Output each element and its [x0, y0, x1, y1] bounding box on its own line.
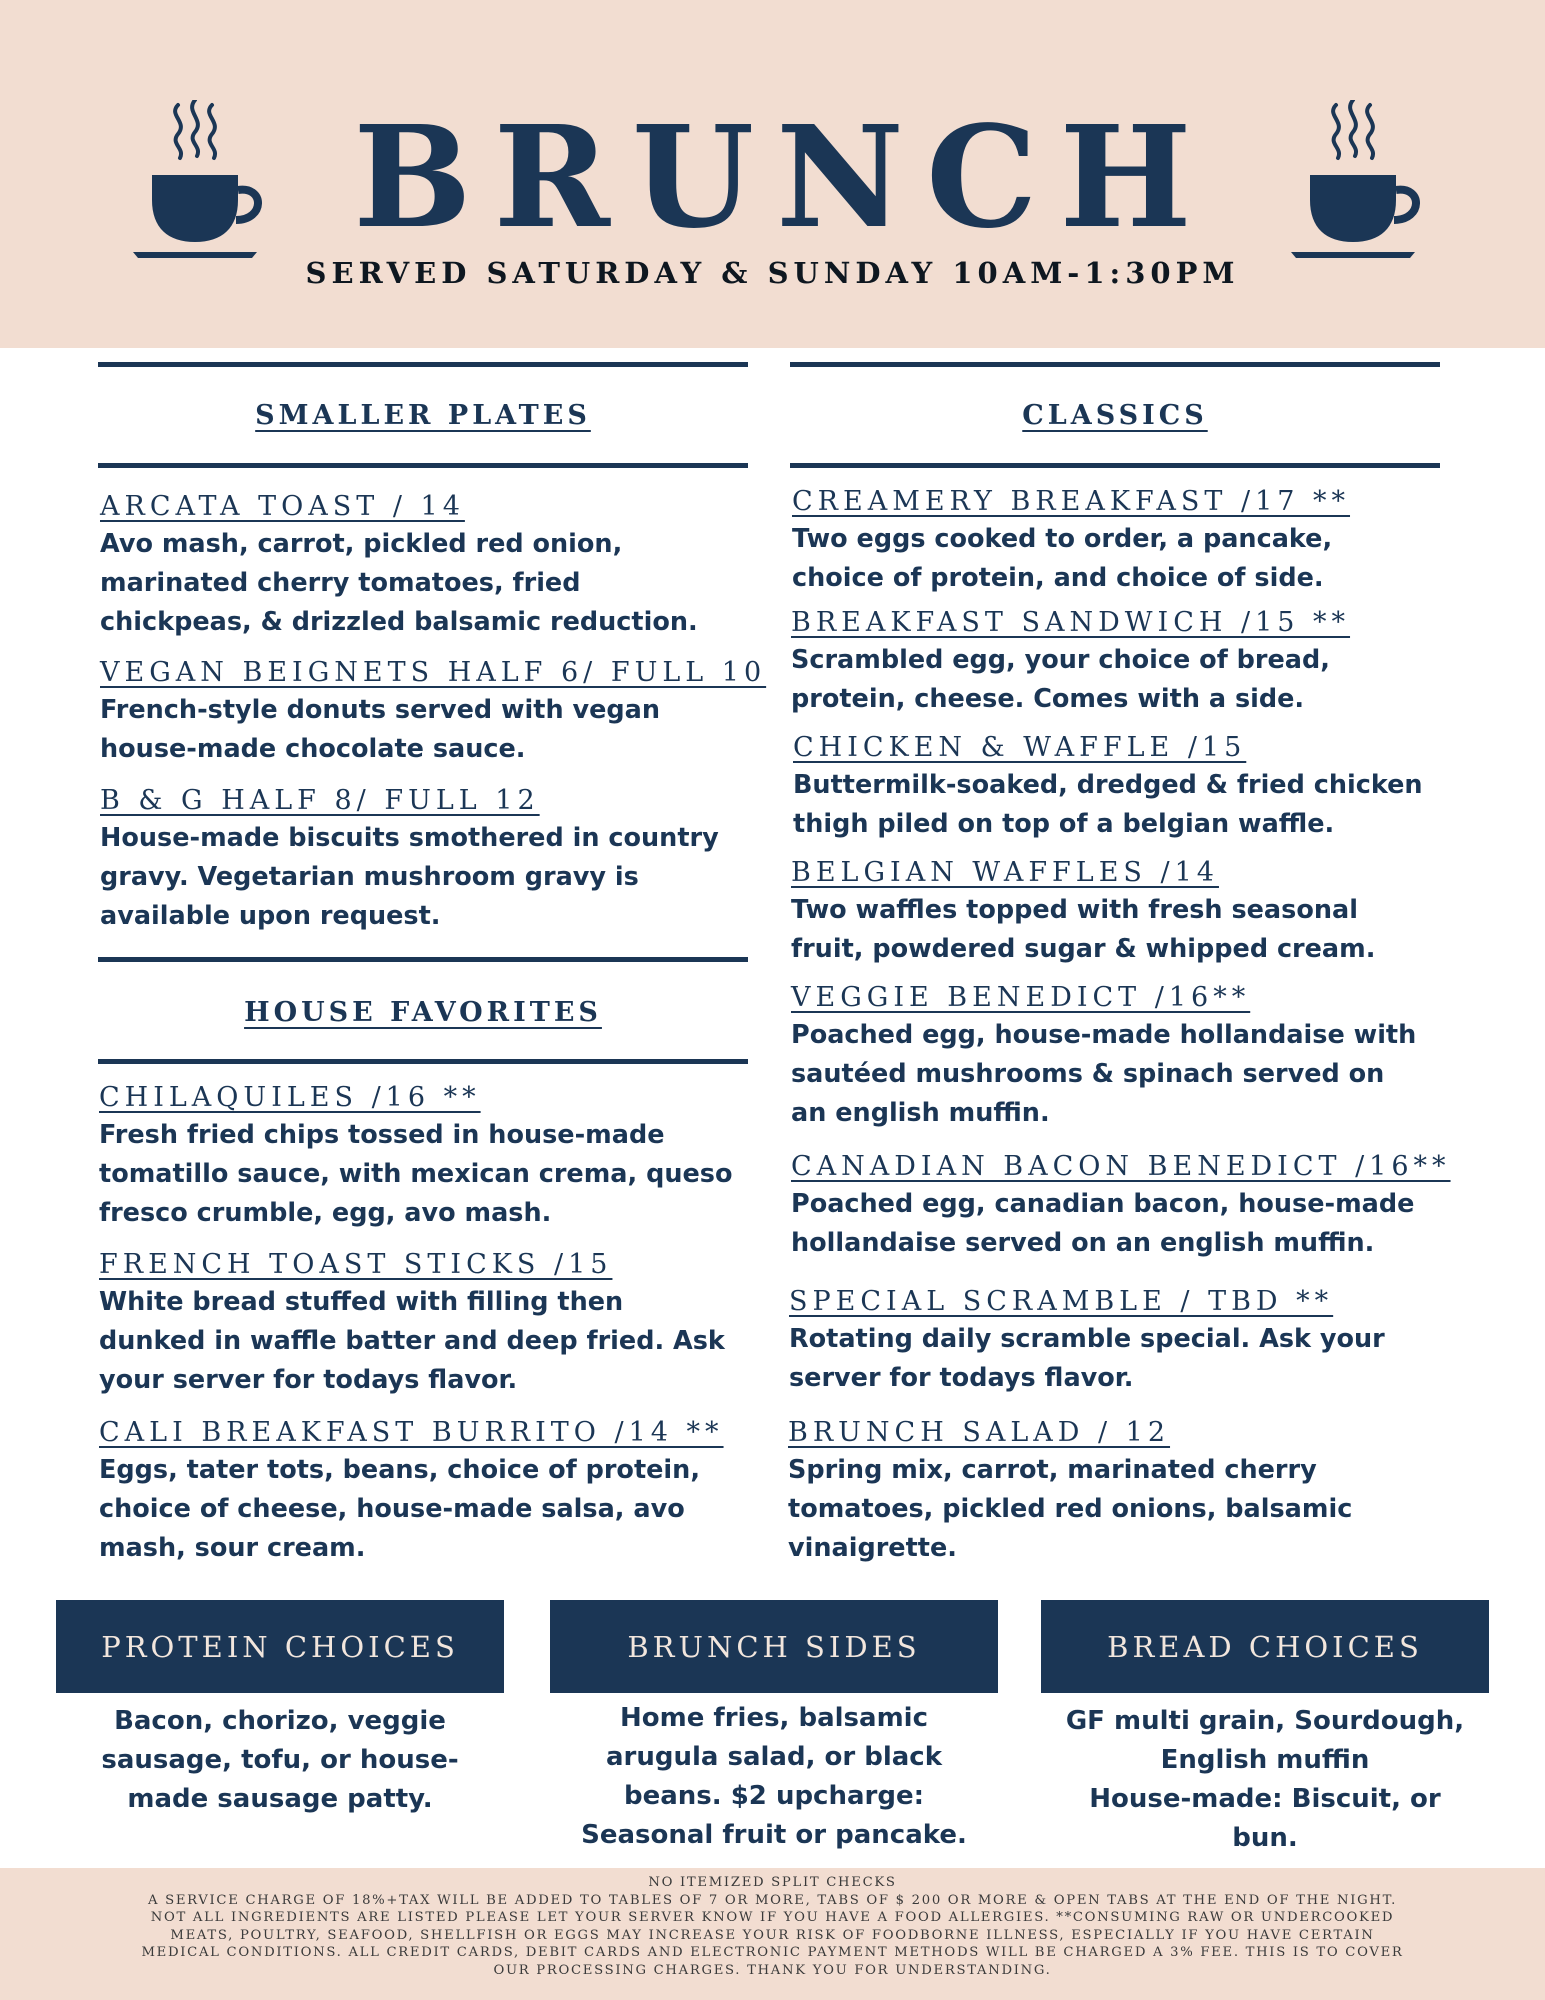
footer-line: NO ITEMIZED SPLIT CHECKS — [648, 1875, 897, 1890]
item-description: Two waffles topped with fresh seasonal fruit, powdered sugar & whipped cream. — [791, 895, 1376, 964]
divider — [98, 362, 748, 367]
menu-item — [99, 1080, 732, 1233]
item-description: Poached egg, house-made hollandaise with sautéed mushrooms & spinach served on an english muffin. — [791, 1020, 1417, 1128]
divider — [98, 957, 748, 962]
item-name: VEGAN BEIGNETS HALF 6/ FULL 10 — [100, 657, 767, 688]
item-description: French-style donuts served with vegan house-made chocolate sauce. — [100, 695, 661, 764]
menu-item — [788, 1415, 1352, 1568]
page-subtitle: SERVED SATURDAY & SUNDAY 10AM-1:30PM — [305, 256, 1240, 290]
bread-choices-text: GF multi grain, Sourdough, English muffin House-made: Biscuit, or bun. — [1065, 1706, 1465, 1853]
brunch-sides-text: Home fries, balsamic arugula salad, or black beans. $2 upcharge: Seasonal fruit or pancake. — [581, 1703, 967, 1850]
header-banner — [0, 0, 1545, 348]
section-title-classics: CLASSICS — [1022, 400, 1208, 431]
item-name: B & G HALF 8/ FULL 12 — [100, 785, 540, 816]
item-name: CREAMERY BREAKFAST /17 ** — [792, 486, 1351, 517]
divider — [790, 463, 1440, 468]
item-description: Spring mix, carrot, marinated cherry tomatoes, pickled red onions, balsamic vinaigrette. — [788, 1455, 1353, 1563]
menu-item — [791, 855, 1375, 969]
item-name: SPECIAL SCRAMBLE / TBD ** — [789, 1286, 1334, 1317]
item-description: Rotating daily scramble special. Ask your server for todays flavor. — [789, 1324, 1385, 1393]
item-name: CHICKEN & WAFFLE /15 — [793, 732, 1247, 763]
menu-item — [791, 605, 1350, 719]
menu-item — [791, 1149, 1451, 1263]
menu-item — [789, 1284, 1385, 1398]
item-description: Scrambled egg, your choice of bread, protein, cheese. Comes with a side. — [791, 645, 1330, 714]
coffee-cup-icon — [1288, 100, 1423, 260]
item-description: Eggs, tater tots, beans, choice of protein, choice of cheese, house-made salsa, avo mash, sour cream. — [99, 1455, 701, 1563]
protein-choices-header: PROTEIN CHOICES — [56, 1600, 504, 1693]
section-title-house-favorites: HOUSE FAVORITES — [244, 997, 602, 1028]
item-description: Buttermilk-soaked, dredged & fried chicken thigh piled on top of a belgian waffle. — [793, 770, 1423, 839]
item-description: White bread stuffed with filling then dunked in waffle batter and deep fried. Ask your server for todays flavor. — [99, 1287, 725, 1395]
menu-item — [100, 783, 719, 936]
item-name: BREAKFAST SANDWICH /15 ** — [791, 607, 1351, 638]
menu-item — [100, 489, 698, 642]
divider — [98, 1059, 748, 1064]
item-name: BRUNCH SALAD / 12 — [788, 1417, 1171, 1448]
menu-item — [793, 730, 1423, 844]
footer-line: NOT ALL INGREDIENTS ARE LISTED PLEASE LET YOUR SERVER KNOW IF YOU HAVE A FOOD ALLERGIES. **CONSUMING RAW OR UNDERCOOKED — [150, 1910, 1395, 1925]
divider — [790, 362, 1440, 367]
footer-line: MEATS, POULTRY, SEAFOOD, SHELLFISH OR EGGS MAY INCREASE YOUR RISK OF FOODBORNE ILLNESS, ESPECIALLY IF YOU HAVE CERTAIN — [170, 1927, 1375, 1943]
section-title-smaller-plates: SMALLER PLATES — [255, 400, 591, 431]
item-name: CANADIAN BACON BENEDICT /16** — [791, 1151, 1451, 1182]
page-title: BRUNCH — [353, 96, 1214, 260]
divider — [98, 463, 748, 468]
footer-line: MEDICAL CONDITIONS. ALL CREDIT CARDS, DEBIT CARDS AND ELECTRONIC PAYMENT METHODS WILL BE CHARGED A 3% FEE. THIS IS TO COVER — [141, 1945, 1404, 1960]
item-name: CALI BREAKFAST BURRITO /14 ** — [99, 1417, 724, 1448]
item-description: House-made biscuits smothered in country gravy. Vegetarian mushroom gravy is available upon request. — [100, 823, 719, 931]
menu-item — [792, 484, 1350, 598]
brunch-sides-header: BRUNCH SIDES — [550, 1600, 998, 1693]
menu-item — [100, 655, 766, 769]
footer-disclaimer — [0, 1868, 1545, 2000]
footer-line: A SERVICE CHARGE OF 18%+TAX WILL BE ADDED TO TABLES OF 7 OR MORE, TABS OF $ 200 OR MORE & OPEN TABS AT THE END OF THE NIGHT. — [147, 1892, 1398, 1908]
item-description: Fresh fried chips tossed in house-made tomatillo sauce, with mexican crema, queso fresco crumble, egg, avo mash. — [99, 1120, 733, 1228]
item-name: FRENCH TOAST STICKS /15 — [99, 1249, 613, 1280]
item-name: BELGIAN WAFFLES /14 — [791, 857, 1219, 888]
menu-item — [791, 980, 1416, 1133]
item-name: ARCATA TOAST / 14 — [100, 491, 465, 522]
item-name: CHILAQUILES /16 ** — [99, 1082, 481, 1113]
footer-line: OUR PROCESSING CHARGES. THANK YOU FOR UNDERSTANDING. — [493, 1962, 1052, 1978]
item-description: Avo mash, carrot, pickled red onion, marinated cherry tomatoes, fried chickpeas, & drizzled balsamic reduction. — [100, 529, 698, 637]
item-description: Two eggs cooked to order, a pancake, choice of protein, and choice of side. — [792, 524, 1333, 593]
protein-choices-text: Bacon, chorizo, veggie sausage, tofu, or house- made sausage patty. — [101, 1706, 459, 1814]
item-description: Poached egg, canadian bacon, house-made hollandaise served on an english muffin. — [791, 1189, 1415, 1258]
menu-item — [99, 1247, 725, 1400]
menu-item — [99, 1415, 724, 1568]
item-name: VEGGIE BENEDICT /16** — [791, 982, 1251, 1013]
bread-choices-header: BREAD CHOICES — [1041, 1600, 1489, 1693]
